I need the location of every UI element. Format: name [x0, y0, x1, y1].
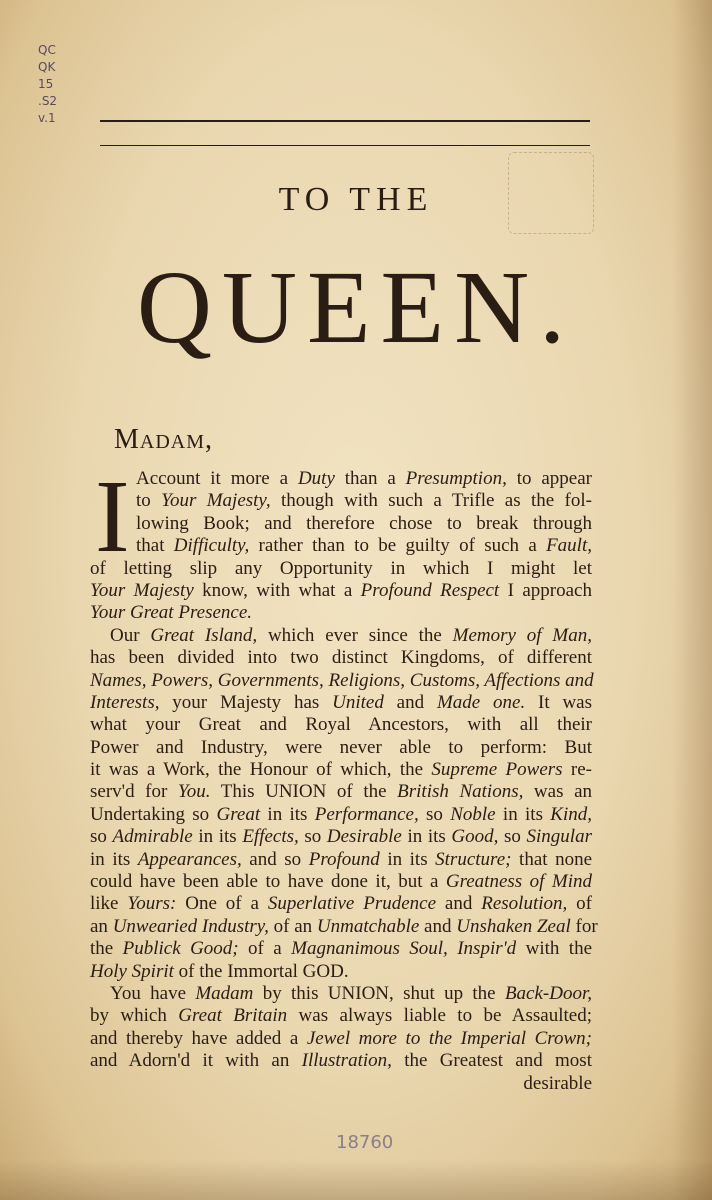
italic-text: Your Great Presence. — [90, 602, 253, 624]
shelfmark-note — [38, 42, 78, 127]
italic-text: Made one. — [436, 691, 526, 713]
text-segment: of the Immortal GOD. — [173, 960, 349, 982]
heading-queen: QUEEN. — [136, 250, 576, 365]
italic-text: Magnanimous Soul, Inspir'd — [291, 938, 517, 960]
italic-text: Great Island, — [150, 624, 258, 646]
italic-text: Jewel more to the Imperial Crown; — [306, 1027, 592, 1049]
text-segment: rather than to be guilty of such a — [249, 535, 547, 557]
text-segment: by this UNION, shut up the — [253, 982, 505, 1004]
italic-text: Illustration, — [301, 1050, 392, 1072]
text-line — [90, 893, 592, 915]
italic-text: Yours: — [127, 893, 177, 915]
top-rule — [100, 120, 590, 122]
italic-text: Appearances, — [137, 848, 242, 870]
text-segment: I approach — [499, 579, 592, 601]
text-line — [90, 1005, 592, 1027]
text-segment: could have been able to have done it, but a — [90, 871, 446, 893]
text-line — [90, 938, 592, 960]
text-segment: has been divided into two distinct Kingdoms, of different — [90, 647, 592, 669]
italic-text: Superlative Prudence — [267, 893, 437, 915]
text-segment: that — [136, 535, 174, 557]
text-segment: than a — [334, 468, 406, 489]
text-segment: it was a Work, the Honour of which, the — [90, 759, 432, 781]
text-segment: in its — [401, 826, 452, 848]
text-segment: Our — [110, 624, 151, 646]
italic-text: Kind, — [550, 803, 592, 825]
text-line — [90, 826, 592, 848]
text-segment: serv'd for — [90, 781, 178, 803]
text-line — [90, 468, 592, 490]
italic-text: Publick Good; — [122, 938, 239, 960]
italic-text: Admirable — [112, 826, 193, 848]
text-segment: of — [567, 893, 592, 915]
text-segment: and so — [241, 848, 309, 870]
italic-text: Unshaken Zeal — [456, 915, 571, 937]
shelfmark-line: QC — [38, 43, 56, 57]
text-segment: in its — [192, 826, 243, 848]
italic-text: Fault, — [546, 535, 592, 557]
text-segment: though with such a Trifle as the fol- — [270, 490, 592, 512]
text-segment: know, with what a — [193, 579, 361, 601]
text-segment: and Adorn'd it with an — [90, 1050, 302, 1072]
italic-text: Structure; — [435, 848, 512, 870]
italic-text: Resolution, — [481, 893, 568, 915]
text-line — [90, 849, 592, 871]
shelfmark-line: .S2 — [38, 94, 58, 108]
text-line — [90, 961, 592, 983]
salutation: Madam, — [114, 424, 214, 455]
italic-text: Names, Powers, Governments, Religions, Customs, Affections and — [90, 669, 594, 691]
shelfmark-line: 15 — [38, 77, 54, 91]
text-segment: the — [90, 938, 123, 960]
text-line — [90, 983, 592, 1005]
text-line — [90, 1073, 592, 1095]
italic-text: Supreme Powers — [431, 759, 563, 781]
text-segment: in its — [495, 803, 551, 825]
text-line — [90, 759, 592, 781]
text-segment: so — [298, 826, 327, 848]
text-segment: by which — [90, 1005, 179, 1027]
italic-text: Your Majesty — [90, 579, 194, 601]
italic-text: British Nations, — [397, 781, 524, 803]
text-segment: of an — [268, 915, 317, 937]
text-segment: was always liable to be Assaulted; — [287, 1005, 592, 1027]
italic-text: Great Britain — [178, 1005, 288, 1027]
pencil-accession-number: 18760 — [336, 1132, 394, 1153]
text-segment: This UNION of the — [210, 781, 398, 803]
text-segment: in its — [260, 803, 315, 825]
text-line — [90, 490, 592, 512]
text-segment: the Greatest and most — [391, 1050, 592, 1072]
text-segment: of letting slip any Opportunity in which I might let — [90, 557, 592, 579]
text-segment: with the — [516, 938, 593, 960]
text-segment: It was — [525, 691, 592, 713]
shelfmark-line: QK — [38, 60, 56, 74]
text-line — [90, 804, 592, 826]
italic-text: Madam — [195, 982, 254, 1004]
text-segment: was an — [523, 781, 593, 803]
italic-text: Back-Door, — [504, 982, 592, 1004]
text-line — [90, 602, 592, 624]
text-segment: in its — [90, 848, 138, 870]
shelfmark-line: v.1 — [38, 111, 56, 125]
italic-text: Desirable — [326, 826, 402, 848]
text-segment: an — [90, 915, 113, 937]
text-segment: Account it more a — [136, 468, 298, 489]
italic-text: Performance, — [314, 803, 419, 825]
text-line — [90, 915, 598, 938]
text-line — [90, 558, 592, 580]
text-segment: Power and Industry, were never able to perform: But — [90, 736, 592, 758]
italic-text: United — [332, 691, 384, 713]
text-segment: of a — [238, 938, 292, 960]
text-line — [90, 1028, 592, 1050]
text-segment: so — [498, 826, 527, 848]
italic-text: Noble — [450, 803, 496, 825]
text-segment: and — [383, 691, 437, 713]
italic-text: Profound Respect — [360, 579, 500, 601]
italic-text: Difficulty, — [173, 535, 250, 557]
italic-text: Holy Spirit — [90, 960, 174, 982]
text-line — [90, 871, 592, 893]
text-segment: for — [570, 915, 598, 937]
text-segment: lowing Book; and therefore chose to break through — [136, 512, 592, 534]
text-segment: and — [436, 893, 482, 915]
text-segment: what your Great and Royal Ancestors, with all their — [90, 714, 592, 736]
text-segment: Undertaking so — [90, 803, 217, 825]
text-segment: your Majesty has — [159, 691, 333, 713]
italic-text: Unmatchable — [316, 915, 420, 937]
italic-text: Singular — [526, 826, 592, 848]
text-segment: One of a — [176, 893, 268, 915]
text-segment: to — [136, 490, 162, 512]
text-segment: in its — [379, 848, 436, 870]
italic-text: Greatness of Mind — [445, 871, 593, 893]
italic-text: Profound — [308, 848, 380, 870]
text-segment: to appear — [506, 468, 592, 489]
italic-text: Good, — [451, 826, 499, 848]
italic-text: Unwearied Industry, — [112, 915, 269, 937]
text-line — [90, 714, 592, 736]
text-segment: and thereby have added a — [90, 1027, 307, 1049]
italic-text: Memory of Man, — [452, 624, 592, 646]
text-line — [90, 647, 592, 669]
italic-text: Duty — [297, 468, 335, 489]
italic-text: Your Majesty, — [161, 490, 271, 512]
text-line — [90, 1050, 592, 1072]
text-segment: so — [418, 803, 451, 825]
text-line — [90, 737, 592, 759]
second-rule — [100, 145, 590, 146]
italic-text: Presumption, — [405, 468, 507, 489]
text-line — [90, 535, 592, 557]
drop-cap: I — [95, 459, 130, 574]
text-segment: desirable — [523, 1072, 592, 1094]
text-line — [90, 513, 592, 535]
text-segment: that none — [511, 848, 593, 870]
heading-to-the: TO THE — [278, 181, 434, 218]
text-segment: and — [419, 915, 457, 937]
text-segment: like — [90, 893, 128, 915]
italic-text: You. — [177, 781, 211, 803]
body-text — [90, 459, 598, 1095]
text-line — [90, 580, 592, 602]
text-line — [90, 625, 592, 647]
italic-text: Effects, — [242, 826, 299, 848]
text-segment: You have — [110, 982, 196, 1004]
italic-text: Great — [216, 803, 261, 825]
italic-text: Interests, — [90, 691, 160, 713]
text-line — [90, 692, 592, 714]
text-segment: so — [90, 826, 113, 848]
text-segment: which ever since the — [257, 624, 453, 646]
text-line — [90, 781, 592, 803]
text-segment: re- — [562, 759, 592, 781]
text-line — [90, 670, 592, 692]
